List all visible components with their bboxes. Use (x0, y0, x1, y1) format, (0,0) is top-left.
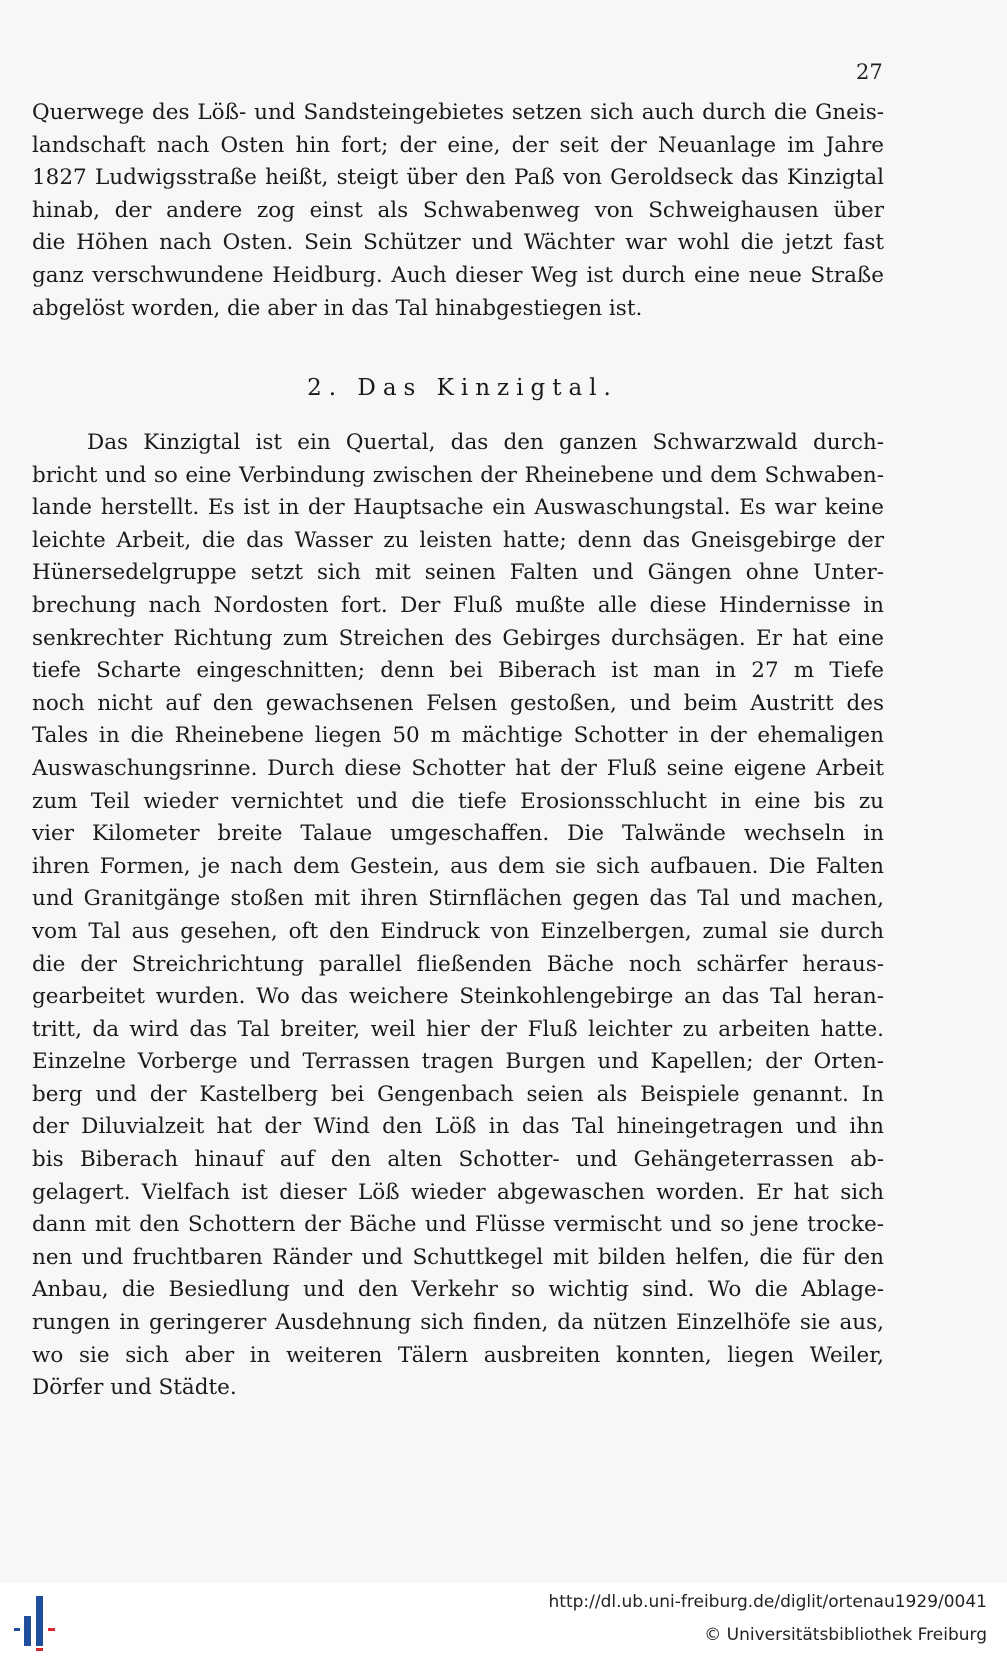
page-number: 27 (856, 60, 883, 84)
paragraph-1 (32, 97, 884, 325)
text-line: senkrechter Richtung zum Streichen des Gebirges durchsägen. Er hat eine (32, 625, 884, 651)
text-line: ganz verschwundene Heidburg. Auch dieser Weg ist durch eine neue Straße (32, 262, 884, 288)
text-line: tritt, da wird das Tal breiter, weil hier der Fluß leichter zu arbeiten hatte. (32, 1016, 884, 1042)
text-line: ihren Formen, je nach dem Gestein, aus dem sie sich aufbauen. Die Falten (32, 853, 884, 879)
text-line: die Höhen nach Osten. Sein Schützer und Wächter war wohl die jetzt fast (32, 230, 884, 256)
text-line: Anbau, die Besiedlung und den Verkehr so wichtig sind. Wo die Ablage- (32, 1277, 884, 1303)
copyright-text: © Universitätsbibliothek Freiburg (704, 1625, 987, 1645)
text-line: und Granitgänge stoßen mit ihren Stirnflächen gegen das Tal und machen, (32, 886, 884, 912)
text-line: Auswaschungsrinne. Durch diese Schotter hat der Fluß seine eigene Arbeit (32, 755, 884, 781)
text-line: noch nicht auf den gewachsenen Felsen gestoßen, und beim Austritt des (32, 690, 884, 716)
text-line: Dörfer und Städte. (32, 1375, 237, 1401)
section-heading: 2. Das Kinzigtal. (307, 375, 618, 401)
text-line: abgelöst worden, die aber in das Tal hinabgestiegen ist. (32, 295, 643, 321)
text-line: lande herstellt. Es ist in der Hauptsache ein Auswaschungstal. Es war keine (32, 495, 884, 521)
text-line: die der Streichrichtung parallel fließenden Bäche noch schärfer heraus- (32, 951, 884, 977)
text-line: nen und fruchtbaren Ränder und Schuttkegel mit bilden helfen, die für den (32, 1244, 884, 1270)
text-line: zum Teil wieder vernichtet und die tiefe Erosionsschlucht in eine bis zu (32, 788, 884, 814)
text-line: landschaft nach Osten hin fort; der eine, der seit der Neuanlage im Jahre (32, 132, 884, 158)
text-line: Hünersedelgruppe setzt sich mit seinen Falten und Gängen ohne Unter- (32, 560, 884, 586)
text-line: der Diluvialzeit hat der Wind den Löß in das Tal hineingetragen und ihn (32, 1114, 884, 1140)
paragraph-2 (32, 427, 884, 1405)
text-line: leichte Arbeit, die das Wasser zu leisten hatte; denn das Gneisgebirge der (32, 527, 884, 553)
text-line: dann mit den Schottern der Bäche und Flüsse vermischt und so jene trocke- (32, 1212, 884, 1238)
text-line: bis Biberach hinauf auf den alten Schotter- und Gehängeterrassen ab- (32, 1147, 884, 1173)
text-line: hinab, der andere zog einst als Schwabenweg von Schweighausen über (32, 197, 884, 223)
text-line: rungen in geringerer Ausdehnung sich finden, da nützen Einzelhöfe sie aus, (32, 1310, 884, 1336)
text-line: gelagert. Vielfach ist dieser Löß wieder abgewaschen worden. Er hat sich (32, 1179, 884, 1205)
text-line: bricht und so eine Verbindung zwischen der Rheinebene und dem Schwaben- (32, 462, 884, 488)
text-line: Das Kinzigtal ist ein Quertal, das den ganzen Schwarzwald durch- (87, 430, 884, 455)
text-line: tiefe Scharte eingeschnitten; denn bei Biberach ist man in 27 m Tiefe (32, 658, 884, 684)
text-line: vom Tal aus gesehen, oft den Eindruck von Einzelbergen, zumal sie durch (32, 918, 884, 944)
text-line: wo sie sich aber in weiteren Tälern ausbreiten konnten, liegen Weiler, (32, 1342, 884, 1368)
text-line: Tales in die Rheinebene liegen 50 m mächtige Schotter in der ehemaligen (32, 723, 884, 749)
text-line: gearbeitet wurden. Wo das weichere Steinkohlengebirge an das Tal heran- (32, 984, 884, 1010)
text-line: Einzelne Vorberge und Terrassen tragen Burgen und Kapellen; der Orten- (32, 1049, 884, 1075)
text-line: Querwege des Löß- und Sandsteingebietes setzen sich auch durch die Gneis- (32, 100, 884, 125)
source-url-link[interactable]: http://dl.ub.uni-freiburg.de/diglit/ortenau1929/0041 (548, 1592, 987, 1612)
text-line: brechung nach Nordosten fort. Der Fluß mußte alle diese Hindernisse in (32, 592, 884, 618)
text-line: 1827 Ludwigsstraße heißt, steigt über den Paß von Geroldseck das Kinzigtal (32, 165, 884, 191)
text-line: berg und der Kastelberg bei Gengenbach seien als Beispiele genannt. In (32, 1081, 884, 1107)
library-logo-icon (10, 1590, 66, 1652)
text-line: vier Kilometer breite Talaue umgeschaffen. Die Talwände wechseln in (32, 821, 884, 847)
